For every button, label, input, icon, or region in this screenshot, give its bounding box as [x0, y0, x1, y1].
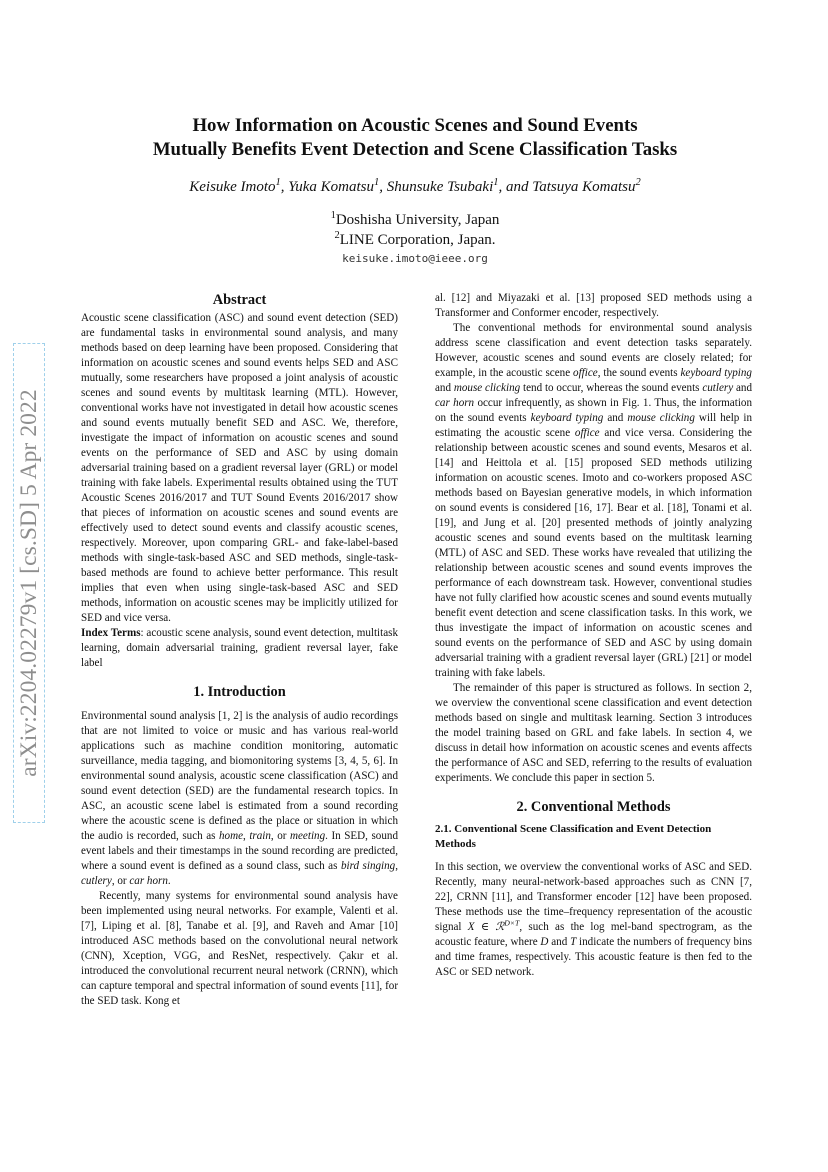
emphasis: keyboard typing: [680, 367, 752, 379]
citation-link[interactable]: [19]: [435, 517, 454, 529]
affiliation-text: Doshisha University, Japan: [335, 212, 500, 228]
text-run: , and Jung et al.: [453, 517, 543, 529]
math-symbol: X ∈ ℛ: [467, 921, 505, 933]
emphasis: train: [249, 830, 271, 842]
text-run: presented methods of jointly analyzing acoustic scenes and sound events based on the multitask learning (MTL) of ASC and SED. These works have revealed that utilizing the relationship between acoustic scenes and sound events improves the performance of each downstream task. However, conventional studies have not fully clarified how acoustic scenes and sound events mutually benefit event detection and scene classification tasks. In this work, we thus investigate the impact of information on acoustic scenes and sound events on the performance of SED and ASC by using domain adversarial training with a gradient reversal layer (GRL): [435, 517, 752, 664]
affiliation-text: LINE Corporation, Japan.: [339, 232, 496, 248]
emphasis: car horn: [129, 875, 168, 887]
text-run: proposed SED methods utilizing information on acoustic scenes. Imoto and co-workers proposed ASC methods based on Bayesian generative models, in which information on sound events is considered: [435, 457, 753, 514]
author-separator: ,: [379, 179, 387, 195]
intro-paragraph-2: [81, 889, 398, 1009]
text-run: and vice versa. Considering the relationship between acoustic scenes and sound events, Mesaros et al.: [435, 427, 752, 454]
text-run: al.: [435, 292, 452, 304]
text-run: , CRNN: [449, 891, 492, 903]
text-run: , and Raveh and Amar: [265, 920, 380, 932]
affiliation-mark: 2: [334, 230, 340, 241]
section-heading-conventional-methods: 2. Conventional Methods: [516, 799, 671, 815]
citation-link[interactable]: [1, 2]: [218, 710, 243, 722]
text-run: Environmental sound analysis: [81, 710, 219, 722]
text-run: indicate the numbers of frequency bins and time frames, respectively. This acoustic feature is then fed to the ASC or SED network.: [435, 936, 752, 978]
paper-title: [100, 114, 730, 162]
text-run: ,: [395, 860, 398, 872]
author-list: [100, 177, 730, 197]
emphasis: car horn: [435, 397, 475, 409]
text-run: . In environmental sound analysis, acoustic scene classification (ASC) and sound event detection (SED) are the fundamental research topics. In ASC, an acoustic scene label is estimated from a sound recording where the acoustic scene is defined as the place or situation in which the audio is recorded, such as: [81, 755, 399, 842]
citation-link[interactable]: [7, 22]: [435, 876, 752, 903]
citation-link[interactable]: [11]: [491, 891, 510, 903]
index-terms-list: : acoustic scene analysis, sound event detection, multitask learning, domain adversarial training, gradient reversal layer, fake label: [81, 627, 398, 669]
author-affil-mark: 1: [373, 177, 380, 188]
citation-link[interactable]: [18]: [667, 502, 687, 514]
citation-link[interactable]: [21]: [690, 652, 709, 664]
citation-link[interactable]: [8]: [165, 920, 179, 932]
text-run: introduced ASC methods based on the convolutional neural network (CNN), Xception, VGG, and ResNet, respectively. Çakır et al. introduced the convolutional recurrent neural network (CRNN), which can capture temporal and spectral information of sound events: [81, 935, 398, 992]
text-run: The conventional methods for environmental sound analysis address scene classification and event detection tasks separately. However, acoustic scenes and sound events are closely related; for example, in the acoustic scene: [435, 322, 752, 379]
text-run: . Bear et al.: [610, 502, 668, 514]
author-separator: , and: [498, 179, 533, 195]
left-column: [81, 291, 398, 1009]
citation-link[interactable]: [20]: [542, 517, 561, 529]
text-run: will help in estimating the acoustic scene: [435, 412, 752, 439]
author-name: Tatsuya Komatsu: [532, 179, 636, 195]
subsection-heading-2-1: 2.1. Conventional Scene Classification and Event Detection Methods: [435, 823, 712, 850]
text-run: .: [167, 875, 171, 887]
text-run: Recently, many systems for environmental sound analysis have been implemented using neural networks. For example, Valenti et al.: [81, 890, 398, 917]
index-terms: [81, 626, 398, 671]
citation-link[interactable]: [11]: [361, 980, 380, 992]
citation-link[interactable]: [10]: [379, 920, 398, 932]
intro-paragraph-2-continued: [435, 291, 752, 321]
citation-link[interactable]: [9]: [252, 920, 266, 932]
citation-link[interactable]: [13]: [576, 292, 595, 304]
section-heading-introduction: 1. Introduction: [193, 684, 286, 700]
title-line-2: Mutually Benefits Event Detection and Scene Classification Tasks: [152, 139, 678, 160]
arxiv-stamp[interactable]: [13, 343, 45, 823]
emphasis: meeting: [290, 830, 326, 842]
text-run: , Liping et al.: [93, 920, 166, 932]
section-2-paragraph-1: [435, 860, 752, 980]
citation-link[interactable]: [12]: [451, 292, 471, 304]
text-run: and: [548, 936, 571, 948]
math-symbol: T: [570, 936, 577, 948]
affiliation-1: [100, 210, 730, 230]
text-run: and Heittola et al.: [453, 457, 565, 469]
text-run: proposed SED methods using a Transformer and Conformer encoder, respectively.: [435, 292, 752, 319]
author-name: Yuka Komatsu: [288, 179, 374, 195]
text-run: , and Transformer encoder: [509, 891, 636, 903]
text-run: , for the SED task. Kong et: [81, 980, 399, 1007]
index-terms-label: Index Terms: [81, 627, 141, 639]
math-superscript: D×T: [504, 918, 520, 928]
text-run: or model training with fake labels.: [435, 652, 752, 679]
text-run: , or: [111, 875, 130, 887]
citation-link[interactable]: [14]: [435, 457, 454, 469]
emphasis: cutlery: [702, 382, 734, 394]
intro-paragraph-1: [81, 709, 398, 889]
emphasis: cutlery: [81, 875, 112, 887]
text-run: , Tanabe et al.: [178, 920, 253, 932]
citation-link[interactable]: [16, 17]: [574, 502, 611, 514]
emphasis: keyboard typing: [530, 412, 604, 424]
emphasis: mouse clicking: [627, 412, 695, 424]
text-run: occur infrequently, as shown in Fig.: [474, 397, 643, 409]
figure-link[interactable]: 1: [642, 397, 649, 409]
citation-link[interactable]: [7]: [81, 920, 94, 932]
text-run: and: [733, 382, 752, 394]
text-run: . Thus, the information on the sound events: [435, 397, 752, 424]
text-run: and: [435, 382, 454, 394]
text-run: is the analysis of audio recordings that are not limited to voice or music and has various real-world applications such as machine condition monitoring, automatic surveillance, media tagging, and biomonitoring systems: [81, 710, 399, 767]
contact-email[interactable]: keisuke.imoto@ieee.org: [342, 252, 488, 265]
right-column: [435, 291, 752, 980]
intro-paragraph-3: [435, 321, 752, 681]
text-run: have been proposed. These methods use the time–frequency representation of the acoustic signal: [435, 891, 752, 933]
citation-link[interactable]: [3, 4, 5, 6]: [334, 755, 383, 767]
intro-paragraph-4: The remainder of this paper is structured as follows. In section 2, we overview the conventional scene classification and event detection methods based on single and multitask learning. Section 3 introduces the model training based on GRL and fake labels. In section 4, we discuss in detail how information on acoustic scenes and events affects the performance of ASC and SED, referring to the results of evaluation experiments. We conclude this paper in section 5.: [435, 682, 752, 784]
text-run: and: [603, 412, 628, 424]
text-run: , or: [270, 830, 290, 842]
author-separator: ,: [280, 179, 289, 195]
author-affil-mark: 2: [635, 177, 641, 188]
affiliation-mark: 1: [330, 210, 336, 221]
abstract-text: Acoustic scene classification (ASC) and sound event detection (SED) are fundamental tasks in environmental sound analysis, and many methods based on deep learning have been proposed. Considering that information on acoustic scenes and sound events helps SED and ASC mutually, some researchers have proposed a joint analysis of acoustic scenes and sound events by multitask learning (MTL). However, conventional works have not investigated in detail how acoustic scenes and sound events mutually benefit SED and ASC. We, therefore, investigate the impact of information on acoustic scenes and sound events on the performance of SED and ASC by using domain adversarial training based on a gradient reversal layer (GRL) or model training with fake labels. Experimental results obtained using the TUT Acoustic Scenes 2016/2017 and TUT Sound Events 2016/2017 show that pieces of information on acoustic scenes and sound events are effectively used to detect sound events and classify acoustic scenes, respectively. Moreover, upon comparing GRL- and fake-label-based methods with single-task-based ASC and SED methods, single-task-based methods are found to achieve better performance. This result implies that even when using single-task-based ASC and SED methods, information on acoustic scenes may be implicitly utilized for SED and vice versa.: [81, 312, 398, 624]
author-name: Keisuke Imoto: [189, 179, 276, 195]
text-run: , Tonami et al.: [686, 502, 752, 514]
text-run: . In SED, sound event labels and their timestamps in the sound recording are predicted, where a sound event is defined as a sound class, such as: [81, 830, 398, 872]
title-line-1: How Information on Acoustic Scenes and Sound Events: [192, 115, 638, 136]
author-affil-mark: 1: [275, 177, 281, 188]
emphasis: bird singing: [340, 860, 396, 872]
emphasis: home: [218, 830, 244, 842]
author-affil-mark: 1: [493, 177, 499, 188]
abstract-heading: Abstract: [212, 292, 267, 308]
author-name: Shunsuke Tsubaki: [386, 179, 494, 195]
text-run: and Miyazaki et al.: [470, 292, 577, 304]
arxiv-identifier: arXiv:2204.02279v1 [cs.SD] 5 Apr 2022: [16, 389, 42, 777]
emphasis: office: [573, 367, 598, 379]
text-run: , the sound events: [597, 367, 681, 379]
emphasis: office: [574, 427, 600, 439]
citation-link[interactable]: [12]: [635, 891, 655, 903]
math-symbol: D: [540, 936, 549, 948]
affiliation-2: [100, 230, 730, 250]
emphasis: mouse clicking: [453, 382, 521, 394]
text-run: ,: [243, 830, 250, 842]
citation-link[interactable]: [15]: [564, 457, 584, 469]
text-run: tend to occur, whereas the sound events: [520, 382, 703, 394]
text-run: , such as the log mel-band spectrogram, as the acoustic feature, where: [435, 921, 753, 948]
text-run: In this section, we overview the conventional works of ASC and SED. Recently, many neural-network-based approaches such as CNN: [435, 861, 752, 888]
